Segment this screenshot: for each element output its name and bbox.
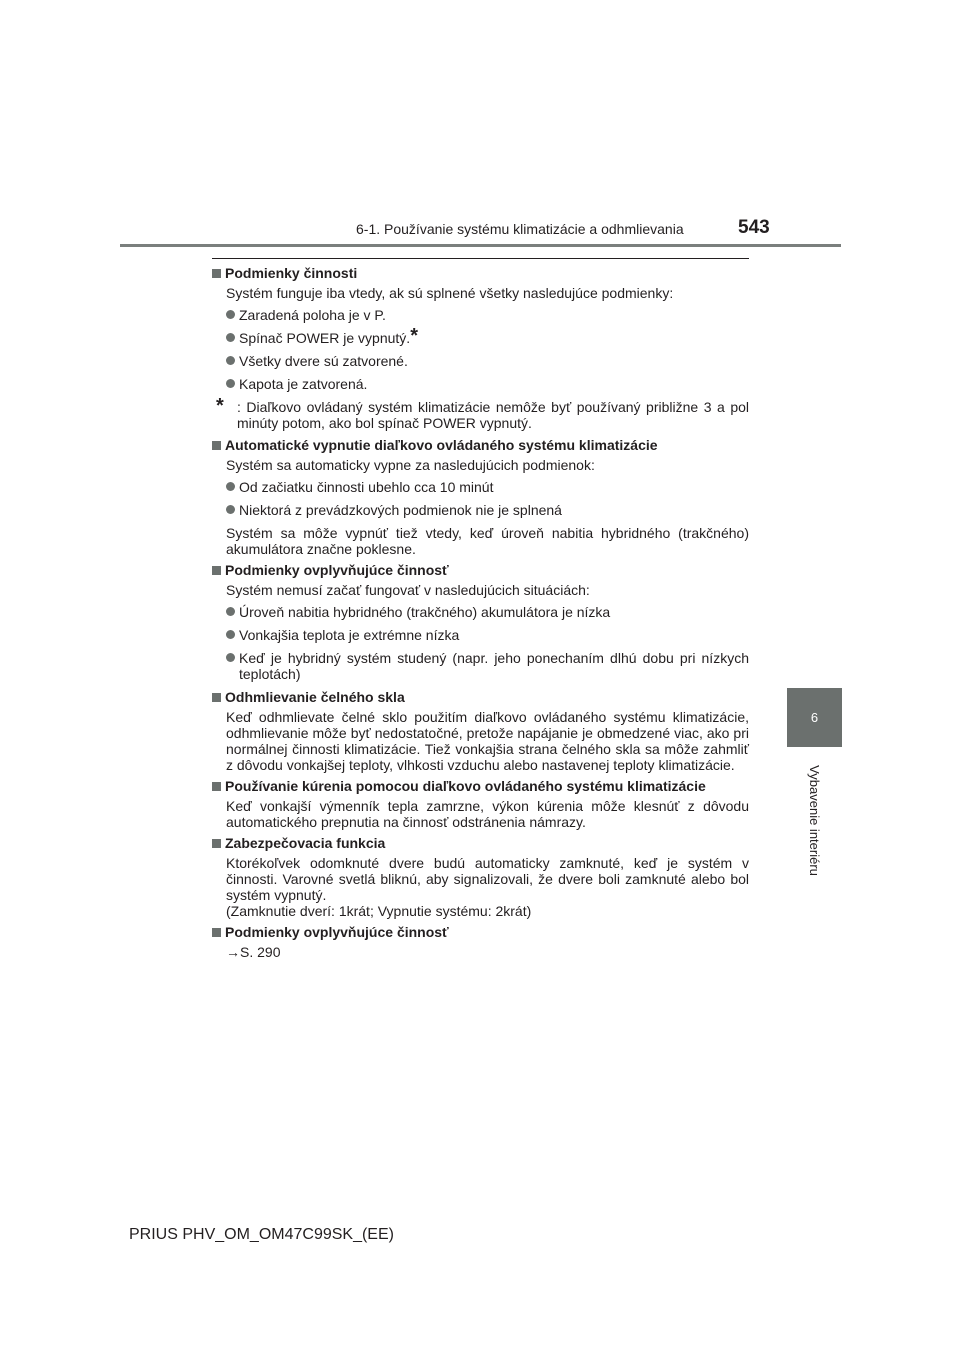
section-text: Keď odhmlievate čelné sklo použitím diaľkovo ovládaného systému klimatizácie, odhmlievanie môže byť nedostatočné, pretože napájanie je obmedzené viac, ako pri normálnej činnosti klimatizácie. Tiež vonkajšia strana čelného skla sa môže zahmliť z dôvodu vonkajšej teploty, vlhkosti vzduchu alebo nastavenej teploty klimatizácie. xyxy=(226,709,749,773)
round-bullet-icon xyxy=(226,630,235,639)
list-item xyxy=(212,479,749,495)
round-bullet-icon xyxy=(226,333,235,342)
section-title xyxy=(212,924,749,940)
document-id: PRIUS PHV_OM_OM47C99SK_(EE) xyxy=(129,1226,394,1243)
list-item-text: Zaradená poloha je v P. xyxy=(239,307,386,323)
list-item-label: Spínač POWER je vypnutý. xyxy=(239,330,411,346)
section-title xyxy=(212,265,749,281)
section-intro: Systém nemusí začať fungovať v nasledujúcich situáciách: xyxy=(226,582,590,598)
footnote-mark xyxy=(216,395,237,431)
section-title-text: Podmienky ovplyvňujúce činnosť xyxy=(225,562,449,578)
section-title xyxy=(212,562,749,578)
round-bullet-icon xyxy=(226,482,235,491)
section-text: Keď vonkajší výmenník tepla zamrzne, výkon kúrenia môže klesnúť z dôvodu automatického prepnutia na činnosť odstránenia námrazy. xyxy=(226,798,749,830)
square-bullet-icon xyxy=(212,839,221,848)
list-item xyxy=(212,353,749,369)
list-item-text: Vonkajšia teplota je extrémne nízka xyxy=(239,627,460,643)
footnote-text: : Diaľkovo ovládaný systém klimatizácie nemôže byť používaný približne 3 a pol minúty potom, ako bol spínač POWER vypnutý. xyxy=(237,399,749,431)
section-title xyxy=(212,778,749,794)
section-title-text: Podmienky činnosti xyxy=(225,265,358,281)
square-bullet-icon xyxy=(212,566,221,575)
list-item xyxy=(212,650,749,682)
footnote xyxy=(212,395,749,431)
section-title-text: Odhmlievanie čelného skla xyxy=(225,689,405,705)
section-note: Systém sa môže vypnúť tiež vtedy, keď úroveň nabitia hybridného (trakčného) akumulátora značne poklesne. xyxy=(226,525,749,557)
round-bullet-icon xyxy=(226,310,235,319)
chapter-tab[interactable] xyxy=(787,688,842,747)
list-item-text: Od začiatku činnosti ubehlo cca 10 minút xyxy=(239,479,494,495)
section-automatic-shutoff xyxy=(212,437,749,557)
list-item xyxy=(212,376,749,392)
section-title-text: Používanie kúrenia pomocou diaľkovo ovládaného systému klimatizácie xyxy=(225,778,706,794)
list-item-text: Keď je hybridný systém studený (napr. jeho ponechaním dlhú dobu pri nízkych teplotách) xyxy=(239,650,749,682)
square-bullet-icon xyxy=(212,782,221,791)
list-item xyxy=(212,604,749,620)
chapter-number: 6 xyxy=(810,710,819,725)
list-item xyxy=(212,502,749,518)
header-rule xyxy=(120,244,841,247)
section-text: Ktorékoľvek odomknuté dvere budú automaticky zamknuté, keď je systém v činnosti. Varovné svetlá bliknú, aby signalizovali, že dvere boli zamknuté alebo bol systém vypnutý. xyxy=(226,855,749,903)
square-bullet-icon xyxy=(212,441,221,450)
section-title-text: Podmienky ovplyvňujúce činnosť xyxy=(225,924,449,940)
square-bullet-icon xyxy=(212,693,221,702)
section-intro: Systém funguje iba vtedy, ak sú splnené všetky nasledujúce podmienky: xyxy=(226,285,674,301)
section-intro: Systém sa automaticky vypne za nasledujúcich podmienok: xyxy=(226,457,595,473)
section-title xyxy=(212,835,749,851)
section-affecting-conditions xyxy=(212,562,749,682)
footnote-star: * xyxy=(216,395,224,417)
list-item-text: Úroveň nabitia hybridného (trakčného) akumulátora je nízka xyxy=(239,604,611,620)
footnote-marker: * xyxy=(410,325,418,347)
section-affecting-conditions-ref xyxy=(212,924,749,960)
round-bullet-icon xyxy=(226,505,235,514)
list-item-text xyxy=(239,325,749,347)
round-bullet-icon xyxy=(226,379,235,388)
section-title xyxy=(212,689,749,705)
list-item-text: Všetky dvere sú zatvorené. xyxy=(239,353,408,369)
chapter-label-text: Vybavenie interiéru xyxy=(807,764,822,876)
list-item xyxy=(212,307,749,323)
section-text-extra: (Zamknutie dverí: 1krát; Vypnutie systému: 2krát) xyxy=(226,903,532,919)
page-number: 543 xyxy=(738,217,770,238)
section-windshield-defogging xyxy=(212,689,749,773)
section-title-text: Zabezpečovacia funkcia xyxy=(225,835,386,851)
page-content xyxy=(212,265,749,965)
page-reference-link[interactable]: →S. 290 xyxy=(226,944,281,960)
round-bullet-icon xyxy=(226,356,235,365)
content-top-rule xyxy=(212,258,749,259)
section-security-function xyxy=(212,835,749,919)
list-item xyxy=(212,627,749,643)
section-title-text: Automatické vypnutie diaľkovo ovládaného systému klimatizácie xyxy=(225,437,658,453)
list-item-text: Kapota je zatvorená. xyxy=(239,376,368,392)
section-title xyxy=(212,437,749,453)
list-item-text: Niektorá z prevádzkových podmienok nie je splnená xyxy=(239,502,562,518)
round-bullet-icon xyxy=(226,607,235,616)
section-operating-conditions xyxy=(212,265,749,431)
square-bullet-icon xyxy=(212,269,221,278)
round-bullet-icon xyxy=(226,653,235,662)
square-bullet-icon xyxy=(212,928,221,937)
section-heating-use xyxy=(212,778,749,830)
section-header-title: 6-1. Používanie systému klimatizácie a odhmlievania xyxy=(356,221,684,237)
list-item xyxy=(212,325,749,347)
chapter-side-label xyxy=(787,755,842,885)
